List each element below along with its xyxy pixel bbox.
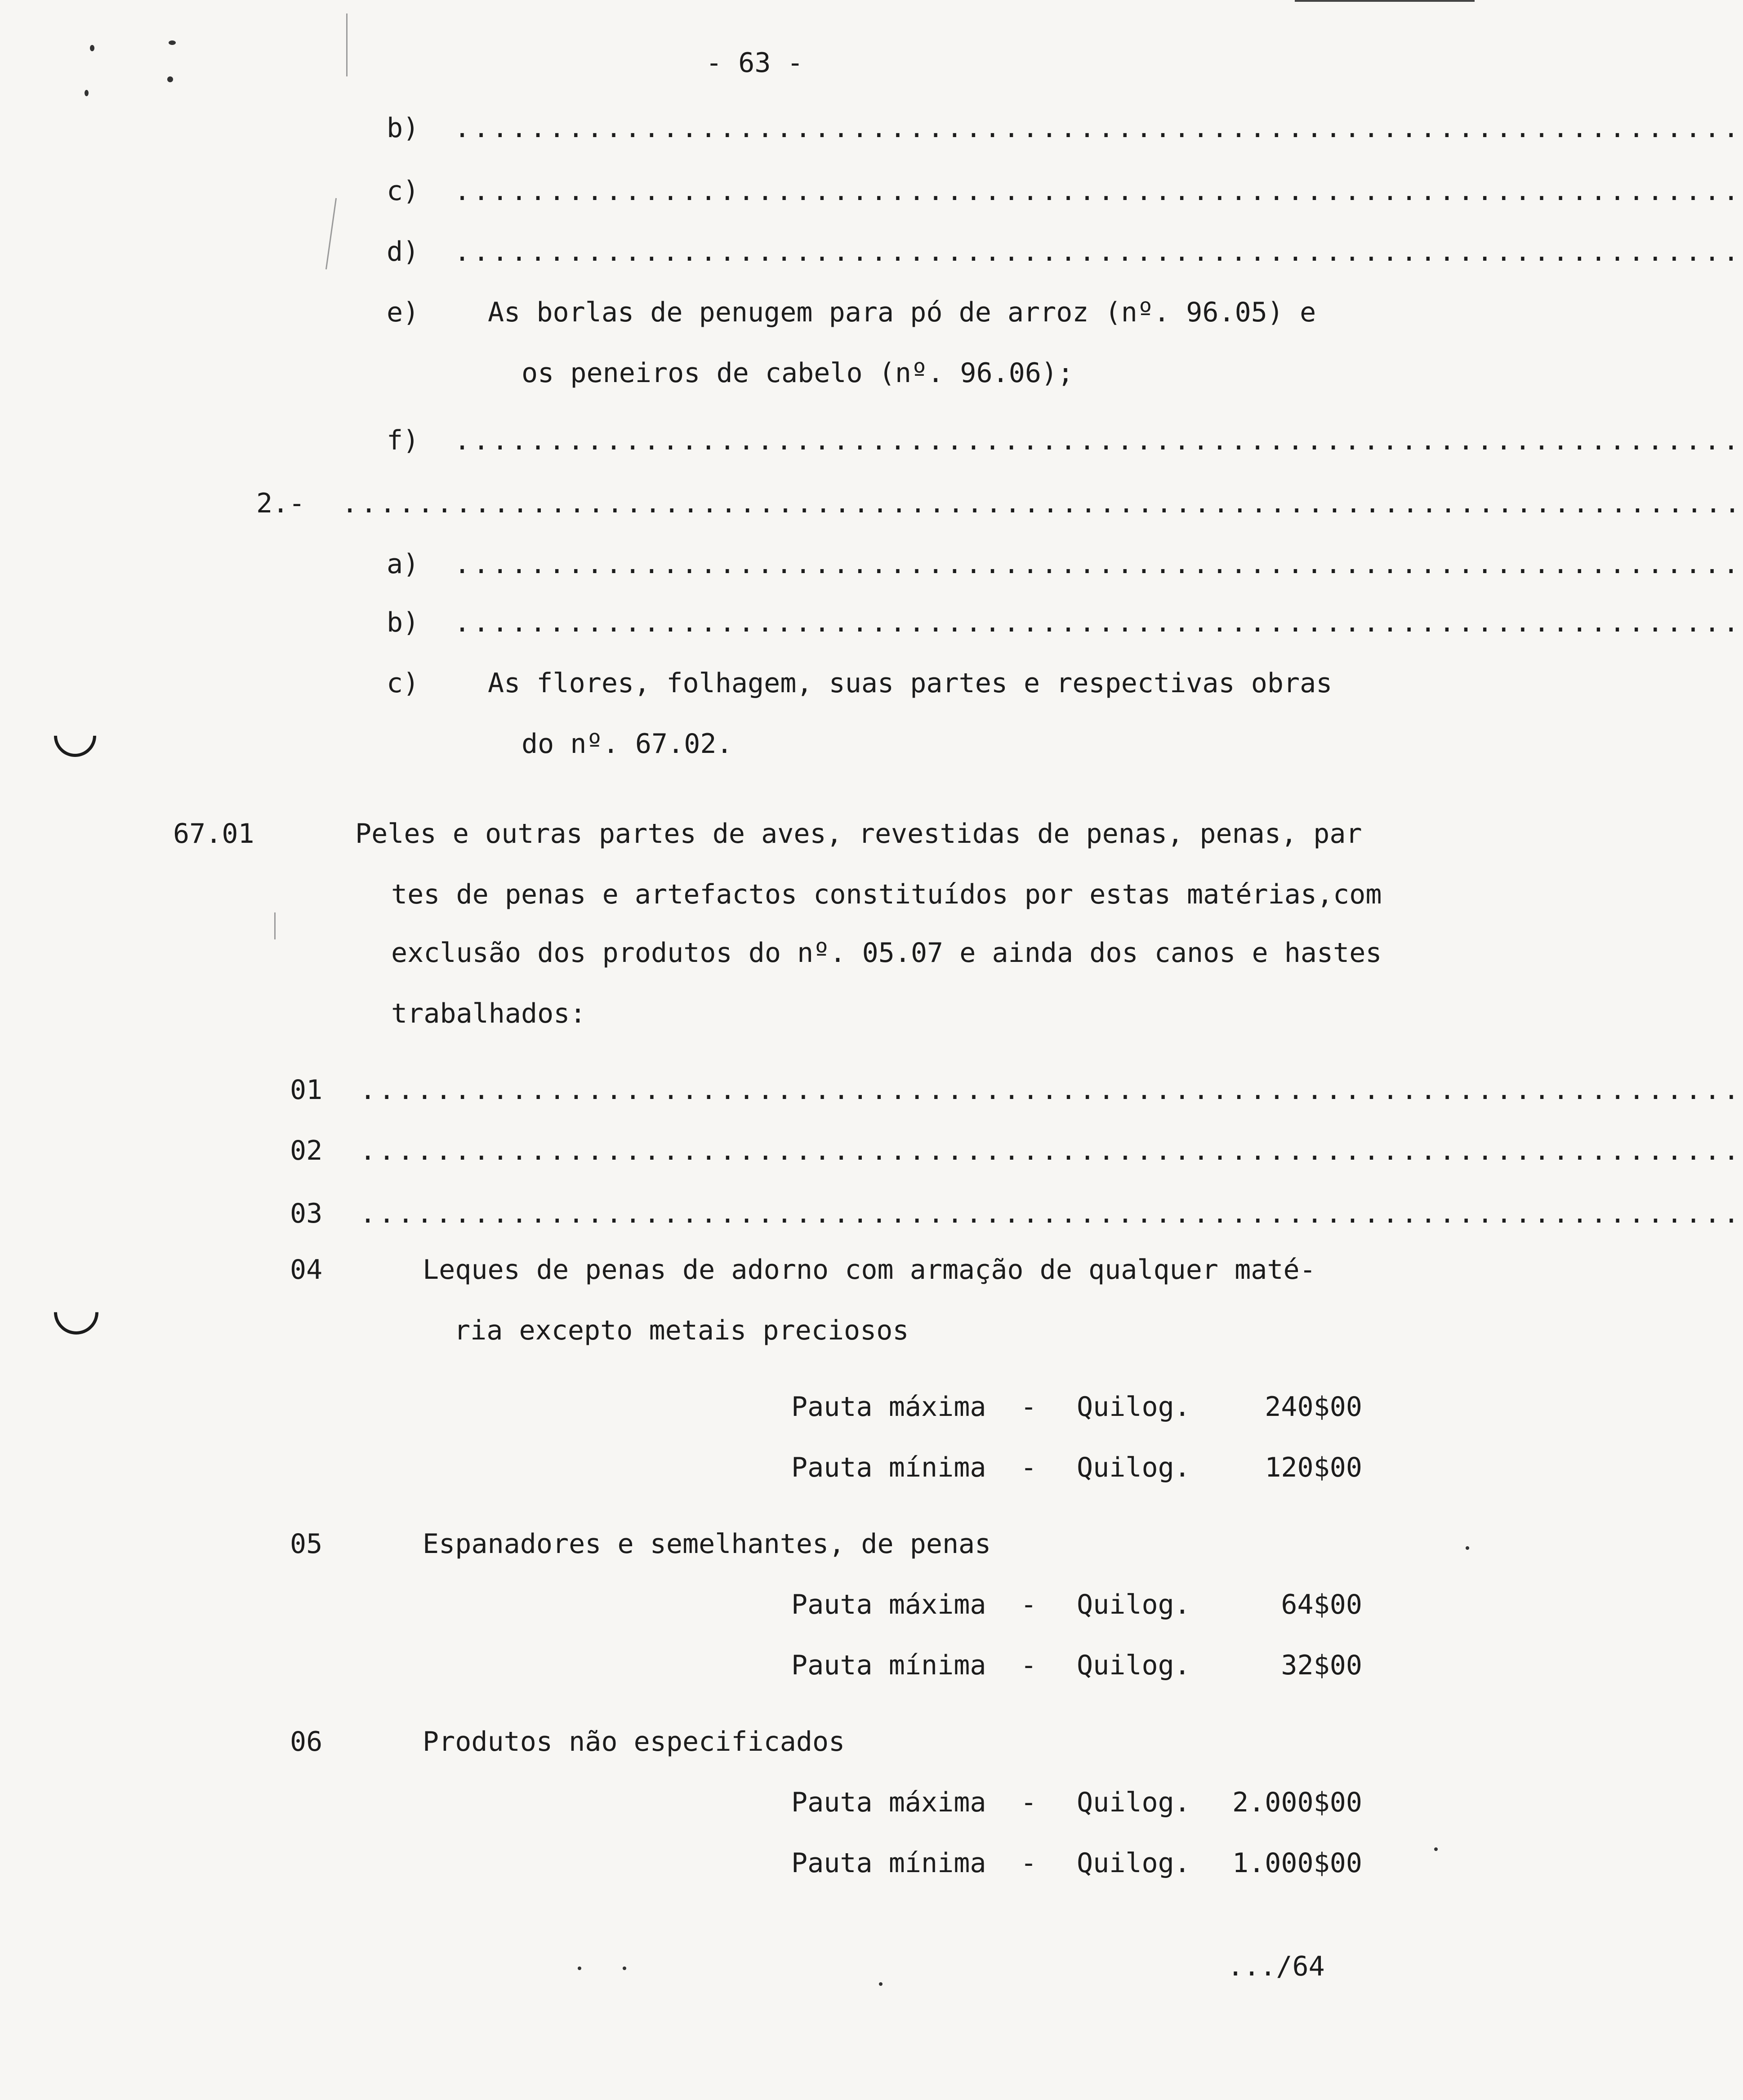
dotted-leader: ....................................................................	[454, 548, 1742, 580]
speck	[85, 90, 89, 96]
dotted-leader: ....................................................................	[454, 236, 1742, 267]
pauta-label: Pauta máxima	[791, 1589, 986, 1620]
pauta-dash: -	[1021, 1589, 1037, 1620]
pauta-value: 240$00	[1265, 1391, 1362, 1423]
pauta-value: 1.000$00	[1232, 1847, 1362, 1879]
scan-line	[325, 198, 337, 270]
subitem-code: 01	[290, 1074, 323, 1106]
item-description: Produtos não especificados	[423, 1726, 845, 1757]
heading-text: tes de penas e artefactos constituídos por estas matérias,com	[391, 879, 1382, 910]
subitem-code: 02	[290, 1135, 323, 1166]
heading-text: Peles e outras partes de aves, revestidas de penas, penas, par	[355, 818, 1362, 850]
dotted-leader: ....................................................................	[454, 112, 1742, 144]
pauta-value: 32$00	[1281, 1650, 1362, 1681]
speck	[90, 45, 94, 51]
pauta-value: 64$00	[1281, 1589, 1362, 1620]
page-number: - 63 -	[706, 47, 803, 79]
note-label: c)	[387, 667, 419, 699]
dotted-leader: ....................................................................	[454, 175, 1742, 207]
item-code: 04	[290, 1254, 323, 1286]
item-description: Espanadores e semelhantes, de penas	[423, 1528, 991, 1560]
pauta-label: Pauta máxima	[791, 1391, 986, 1423]
punch-hole-mark	[45, 706, 105, 766]
speck	[169, 40, 176, 45]
pauta-unit: Quilog.	[1077, 1589, 1190, 1620]
pauta-label: Pauta máxima	[791, 1787, 986, 1818]
item-description: Leques de penas de adorno com armação de qualquer maté-	[423, 1254, 1316, 1286]
pauta-value: 120$00	[1265, 1452, 1362, 1483]
pauta-dash: -	[1021, 1650, 1037, 1681]
note-label: f)	[387, 425, 419, 456]
dotted-leader: ....................................................................	[454, 425, 1742, 456]
dotted-leader: ..........................................................................	[342, 488, 1743, 519]
item-description: ria excepto metais preciosos	[454, 1315, 909, 1346]
speck	[623, 1967, 626, 1970]
pauta-dash: -	[1021, 1787, 1037, 1818]
pauta-unit: Quilog.	[1077, 1391, 1190, 1423]
pauta-unit: Quilog.	[1077, 1650, 1190, 1681]
punch-hole-mark	[45, 1281, 107, 1344]
heading-code: 67.01	[173, 818, 254, 850]
note-label: c)	[387, 175, 419, 207]
heading-text: exclusão dos produtos do nº. 05.07 e ainda dos canos e hastes	[391, 937, 1382, 969]
pauta-dash: -	[1021, 1391, 1037, 1423]
scan-line	[346, 13, 348, 76]
subitem-code: 03	[290, 1198, 323, 1229]
speck	[578, 1967, 581, 1970]
continuation-marker: .../64	[1227, 1951, 1325, 1982]
pauta-dash: -	[1021, 1847, 1037, 1879]
item-code: 06	[290, 1726, 323, 1757]
heading-text: trabalhados:	[391, 998, 586, 1029]
pauta-unit: Quilog.	[1077, 1787, 1190, 1818]
note-2-label: 2.-	[256, 488, 305, 519]
top-edge-line	[1295, 0, 1475, 2]
note-label: b)	[387, 112, 419, 144]
item-code: 05	[290, 1528, 323, 1560]
pauta-label: Pauta mínima	[791, 1452, 986, 1483]
note-text: As flores, folhagem, suas partes e respectivas obras	[488, 667, 1333, 699]
note-label: a)	[387, 548, 419, 580]
speck	[1434, 1847, 1438, 1851]
speck	[879, 1982, 883, 1986]
pauta-label: Pauta mínima	[791, 1650, 986, 1681]
speck	[167, 76, 173, 82]
note-label: b)	[387, 607, 419, 638]
pauta-dash: -	[1021, 1452, 1037, 1483]
dotted-leader: .........................................................................	[360, 1074, 1742, 1106]
speck	[1466, 1546, 1469, 1550]
note-text: As borlas de penugem para pó de arroz (nº. 96.05) e	[488, 297, 1316, 328]
scan-line	[274, 912, 276, 939]
dotted-leader: .........................................................................	[360, 1135, 1742, 1166]
pauta-unit: Quilog.	[1077, 1452, 1190, 1483]
dotted-leader: .........................................................................	[360, 1198, 1742, 1229]
pauta-label: Pauta mínima	[791, 1847, 986, 1879]
note-text: do nº. 67.02.	[522, 728, 733, 760]
note-text: os peneiros de cabelo (nº. 96.06);	[522, 357, 1074, 389]
note-label: e)	[387, 297, 419, 328]
dotted-leader: ....................................................................	[454, 607, 1742, 638]
note-label: d)	[387, 236, 419, 267]
pauta-value: 2.000$00	[1232, 1787, 1362, 1818]
pauta-unit: Quilog.	[1077, 1847, 1190, 1879]
